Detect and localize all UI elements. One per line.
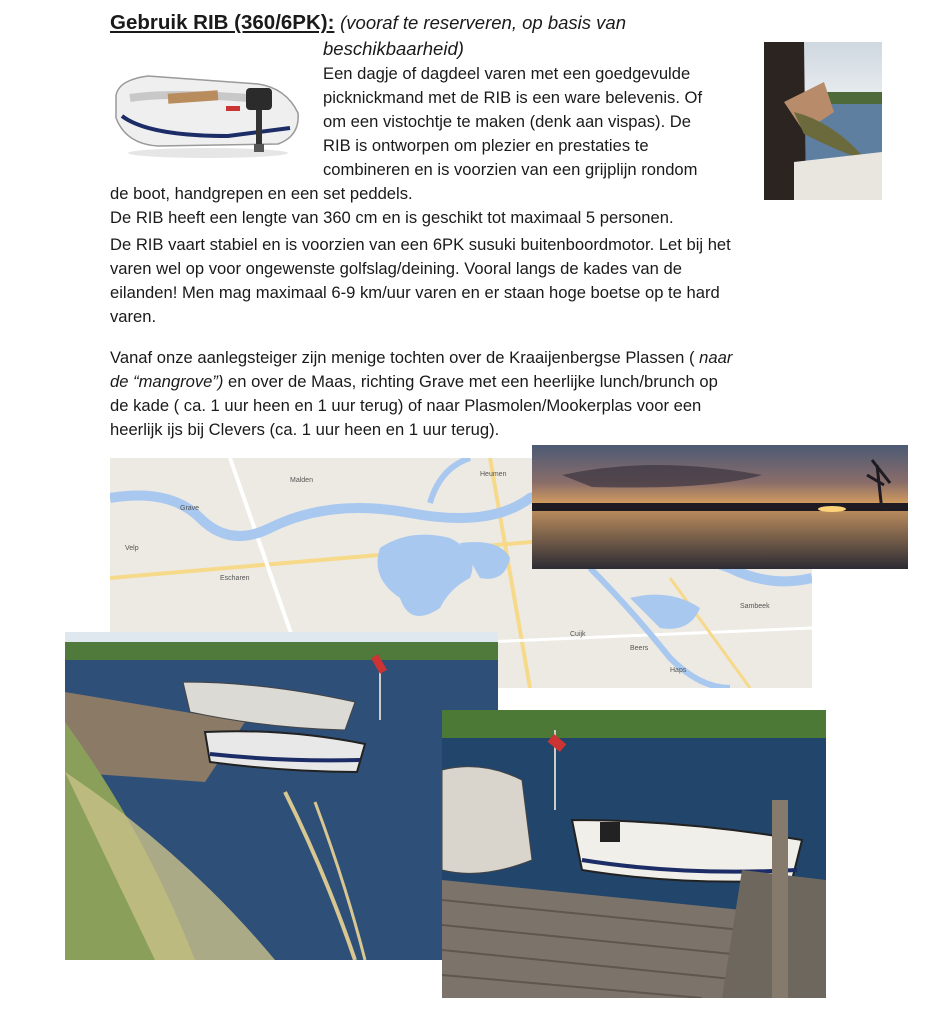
paragraph3-line-2 [110, 370, 718, 394]
intro-line-2: picknickmand met de RIB is een ware belevenis. Of [323, 88, 703, 107]
paragraph2-line-3: eilanden! Men mag maximaal 6-9 km/uur varen en er staan hoge boetse op te hard [110, 283, 720, 302]
intro-line-4: RIB is ontworpen om plezier en prestaties te [323, 136, 649, 155]
paragraph3-line-3: de kade ( ca. 1 uur heen en 1 uur terug) of naar Plasmolen/Mookerplas voor een [110, 396, 702, 415]
paragraph3-line-2-italic: de “mangrove”) [110, 372, 224, 391]
fishing-photo [764, 42, 882, 200]
map-label-sambeek: Sambeek [740, 603, 770, 610]
intro-line-3: om een vistochtje te maken (denk aan vispas). De [323, 112, 692, 131]
title-main: Gebruik RIB (360/6PK): [110, 11, 335, 34]
paragraph3-line-1-italic: naar [699, 348, 733, 367]
map-label-cuijk: Cuijk [570, 631, 586, 638]
map-label-beers: Beers [630, 645, 649, 652]
sunset-photo [532, 445, 908, 569]
intro-line-5: combineren en is voorzien van een grijplijn rondom [323, 160, 698, 179]
paragraph2-line-4: varen. [110, 307, 157, 326]
intro-line-1: Een dagje of dagdeel varen met een goedgevulde [323, 64, 691, 83]
map-label-grave: Grave [180, 505, 200, 512]
map-label-escharen: Escharen [220, 575, 250, 582]
intro-line-6: de boot, handgrepen en een set peddels. [110, 184, 413, 203]
map-label-haps: Haps [670, 667, 687, 674]
paragraph2-line-1: De RIB vaart stabiel en is voorzien van een 6PK susuki buitenboordmotor. Let bij het [110, 235, 731, 254]
paragraph3-line-1 [110, 346, 732, 370]
page-title [110, 10, 626, 35]
dock-photo-right [442, 710, 826, 998]
title-subtitle: (vooraf te reserveren, op basis van [340, 12, 626, 33]
rib-boat-image [108, 58, 308, 166]
intro-line-7: De RIB heeft een lengte van 360 cm en is geschikt tot maximaal 5 personen. [110, 208, 674, 227]
map-label-velp: Velp [125, 545, 139, 552]
paragraph3-line-1-text: Vanaf onze aanlegsteiger zijn menige tochten over de Kraaijenbergse Plassen ( [110, 348, 695, 367]
paragraph2-line-2: varen wel op voor ongewenste golfslag/deining. Vooral langs de kades van de [110, 259, 682, 278]
map-label-malden: Malden [290, 477, 313, 484]
paragraph3-line-4: heerlijk ijs bij Clevers (ca. 1 uur heen en 1 uur terug). [110, 420, 500, 439]
dock-photo-left [65, 632, 498, 960]
paragraph3-line-2-text: en over de Maas, richting Grave met een heerlijke lunch/brunch op [223, 372, 718, 391]
map-label-heumen: Heumen [480, 471, 507, 478]
title-subtitle-continued: beschikbaarheid) [323, 38, 464, 59]
